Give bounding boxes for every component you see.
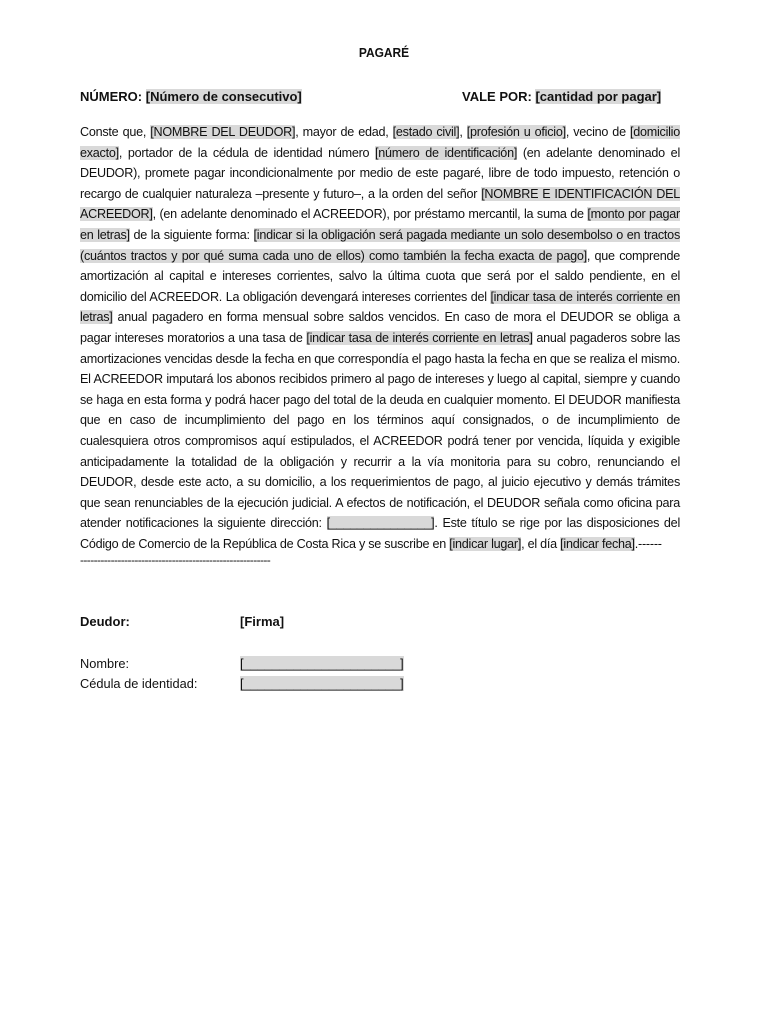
- tasa-moratoria-placeholder: [indicar tasa de interés corriente en letras]: [306, 330, 533, 345]
- profesion-placeholder: [profesión u oficio]: [466, 125, 566, 139]
- lugar-placeholder: [indicar lugar]: [449, 536, 522, 551]
- body-text-segment: ,: [459, 125, 467, 139]
- acreedor-placeholder: [NOMBRE E IDENTIFICACIÓN DEL ACREEDOR]: [80, 186, 680, 222]
- numero-placeholder: [Número de consecutivo]: [145, 89, 302, 104]
- domicilio-placeholder: [domicilio exacto]: [80, 125, 680, 160]
- deudor-label: Deudor:: [80, 614, 130, 629]
- monto-placeholder: [monto por pagar en letras]: [80, 207, 680, 242]
- estado-civil-placeholder: [estado civil]: [392, 125, 460, 139]
- nombre-blank: [______________________]: [240, 656, 404, 671]
- body-text-segment: .------: [634, 536, 662, 551]
- document-title: PAGARÉ: [358, 45, 410, 60]
- cantidad-placeholder: [cantidad por pagar]: [535, 89, 662, 104]
- dash-line: --------------------------------------------------------: [80, 553, 271, 567]
- body-text-segment: de la siguiente forma:: [129, 227, 254, 242]
- forma-pago-placeholder: [indicar si la obligación será pagada mediante un solo desembolso o en tractos (cuántos tractos y por qué suma cada uno de ellos) como también la fecha exacta de pago]: [80, 227, 680, 263]
- body-text-segment: , mayor de edad,: [295, 125, 393, 139]
- body-text-segment: , portador de la cédula de identidad número: [118, 145, 376, 160]
- body-text-segment: (en adelante denominado el DEUDOR), promete pagar incondicionalmente por medio de este pagaré, libre de todo impuesto, retención o recargo de cualquier naturaleza –presente y futuro–, a la orden del señor: [80, 145, 680, 201]
- cedula-label: Cédula de identidad:: [80, 676, 198, 691]
- cedula-blank: [______________________]: [240, 676, 404, 691]
- body-text-segment: , vecino de: [565, 125, 630, 139]
- body-text-segment: , que comprende amortización al capital e intereses corrientes, salvo la última cuota que será por el saldo pendiente, en el domicilio del ACREEDOR. La obligación devengará intereses corrientes del: [80, 248, 680, 304]
- body-text-segment: Conste que,: [80, 125, 151, 139]
- firma-placeholder: [Firma]: [240, 614, 285, 629]
- deudor-name-placeholder: [NOMBRE DEL DEUDOR]: [150, 125, 296, 139]
- body-text-segment: . Este título se rige por las disposiciones del Código de Comercio de la República de Costa Rica y se suscribe en: [80, 516, 680, 551]
- pagare-body: [80, 122, 680, 554]
- nombre-label: Nombre:: [80, 656, 130, 671]
- fecha-placeholder: [indicar fecha]: [560, 536, 635, 551]
- vale-por-label: VALE POR:: [462, 89, 532, 104]
- body-text-segment: , (en adelante denominado el ACREEDOR), por préstamo mercantil, la suma de: [152, 207, 588, 222]
- numero-line: [80, 89, 302, 104]
- body-text-segment: anual pagadero en forma mensual sobre saldos vencidos. En caso de mora el DEUDOR se obliga a pagar intereses moratorios a una tasa de: [80, 310, 680, 345]
- tasa-corriente-placeholder: [indicar tasa de interés corriente en letras]: [80, 289, 680, 325]
- numero-label: NÚMERO:: [80, 89, 143, 104]
- body-text-segment: , el día: [521, 536, 561, 551]
- vale-por-line: [462, 89, 661, 104]
- direccion-placeholder: [_______________]: [326, 516, 435, 531]
- identificacion-placeholder: [número de identificación]: [375, 145, 518, 160]
- body-text-segment: anual pagaderos sobre las amortizaciones vencidas desde la fecha en que correspondía el pago hasta la fecha en que se realiza el mismo. El ACREEDOR imputará los abonos recibidos primero al pago de intereses y luego al capital, siempre y cuando se haga en esta forma y podrá hacer pago del total de la deuda en cualquier momento. El DEUDOR manifiesta que en caso de incumplimiento del pago en los términos aquí consignados, o de incumplimiento de cualesquiera otros compromisos aquí estipulados, el ACREEDOR podrá tener por vencida, líquida y exigible anticipadamente la totalidad de la obligación y recurrir a la vía monitoria para su cobro, renunciando el DEUDOR, desde este acto, a su domicilio, a los requerimientos de pago, al juicio ejecutivo y demás trámites que sean renunciables de la ejecución judicial. A efectos de notificación, el DEUDOR señala como oficina para atender notificaciones la siguiente dirección:: [80, 330, 680, 531]
